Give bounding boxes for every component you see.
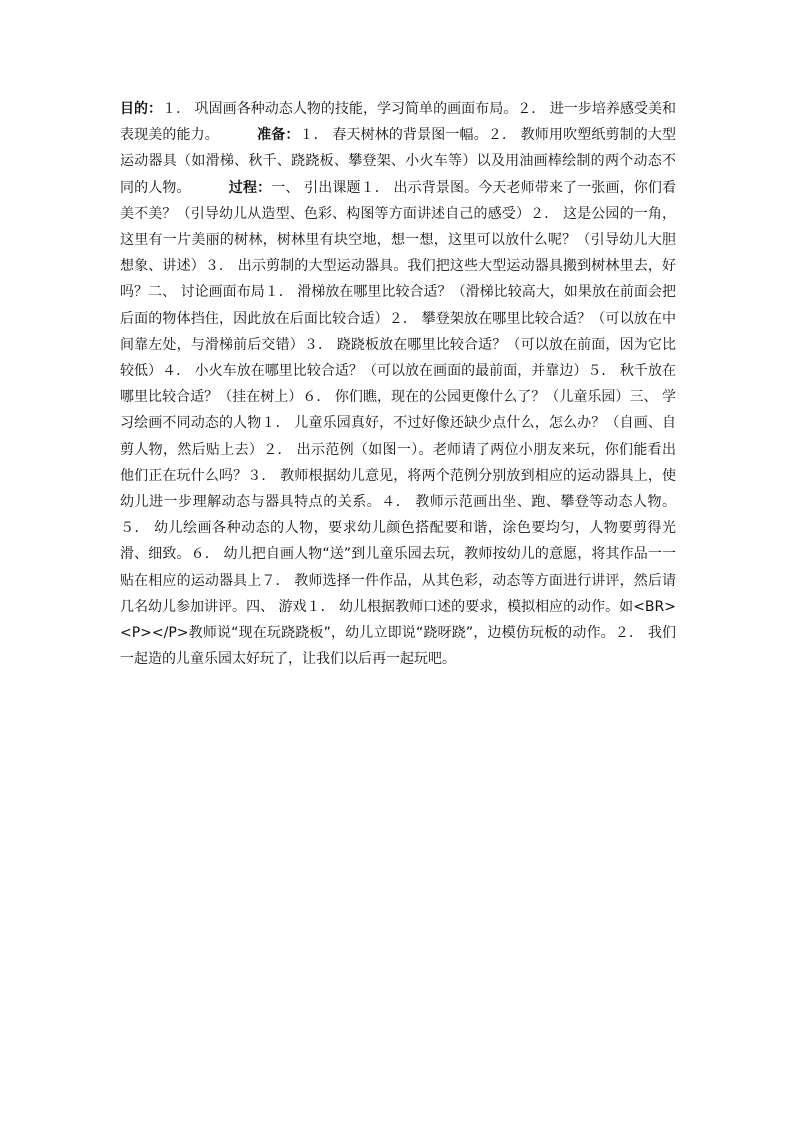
process-label: 过程： bbox=[228, 179, 272, 196]
goal-label: 目的： bbox=[120, 101, 163, 117]
goal-text: １． 巩固画各种动态人物的技能，学习简单的画面布局。２． 进一步培养感受美和表现美的能力。 bbox=[120, 101, 677, 144]
lesson-plan-body bbox=[120, 96, 676, 672]
preparation-label: 准备： bbox=[256, 127, 300, 144]
process-text: 一、 引出课题１． 出示背景图。今天老师带来了一张画，你们看美不美？（引导幼儿从造型、色彩、构图等方面讲述自己的感受）２． 这是公园的一角，这里有一片美丽的树林，树林里有块空地，想一想，这里可以放什么呢？（引导幼儿大胆想象、讲述）３． 出示剪制的大型运动器具。我们把这些大型运动器具搬到树林里去，好吗？二、 讨论画面布局１． 滑梯放在哪里比较合适？（滑梯比较高大，如果放在前面会把后面的物体挡住，因此放在后面比较合适）２． 攀登架放在哪里比较合适？（可以放在中间靠左处，与滑梯前后交错）３． 跷跷板放在哪里比较合适？（可以放在前面，因为它比较低）４． 小火车放在哪里比较合适？（可以放在画面的最前面，并靠边）５． 秋千放在哪里比较合适？（挂在树上）６． 你们瞧，现在的公园更像什么了？（儿童乐园）三、 学习绘画不同动态的人物１． 儿童乐园真好，不过好像还缺少点什么，怎么办？（自画、自剪人物，然后贴上去）２． 出示范例（如图一）。老师请了两位小朋友来玩，你们能看出他们正在玩什么吗？３． 教师根据幼儿意见，将两个范例分别放到相应的运动器具上，使幼儿进一步理解动态与器具特点的关系。４． 教师示范画出坐、跑、攀登等动态人物。５． 幼儿绘画各种动态的人物，要求幼儿颜色搭配要和谐，涂色要均匀，人物要剪得光滑、细致。６． 幼儿把自画人物“送”到儿童乐园去玩，教师按幼儿的意愿，将其作品一一贴在相应的运动器具上７． 教师选择一件作品，从其色彩，动态等方面进行讲评，然后请几名幼儿参加讲评。四、 游戏１． 幼儿根据教师口述的要求，模拟相应的动作。如<BR><P></P>教师说“现在玩跷跷板”，幼儿立即说“跷呀跷”，边模仿玩板的动作。２． 我们一起造的儿童乐园太好玩了，让我们以后再一起玩吧。 bbox=[120, 179, 677, 668]
preparation-text: １． 春天树林的背景图一幅。２． 教师用吹塑纸剪制的大型运动器具（如滑梯、秋千、跷跷板、攀登架、小火车等）以及用油画棒绘制的两个动态不同的人物。 bbox=[120, 127, 677, 196]
